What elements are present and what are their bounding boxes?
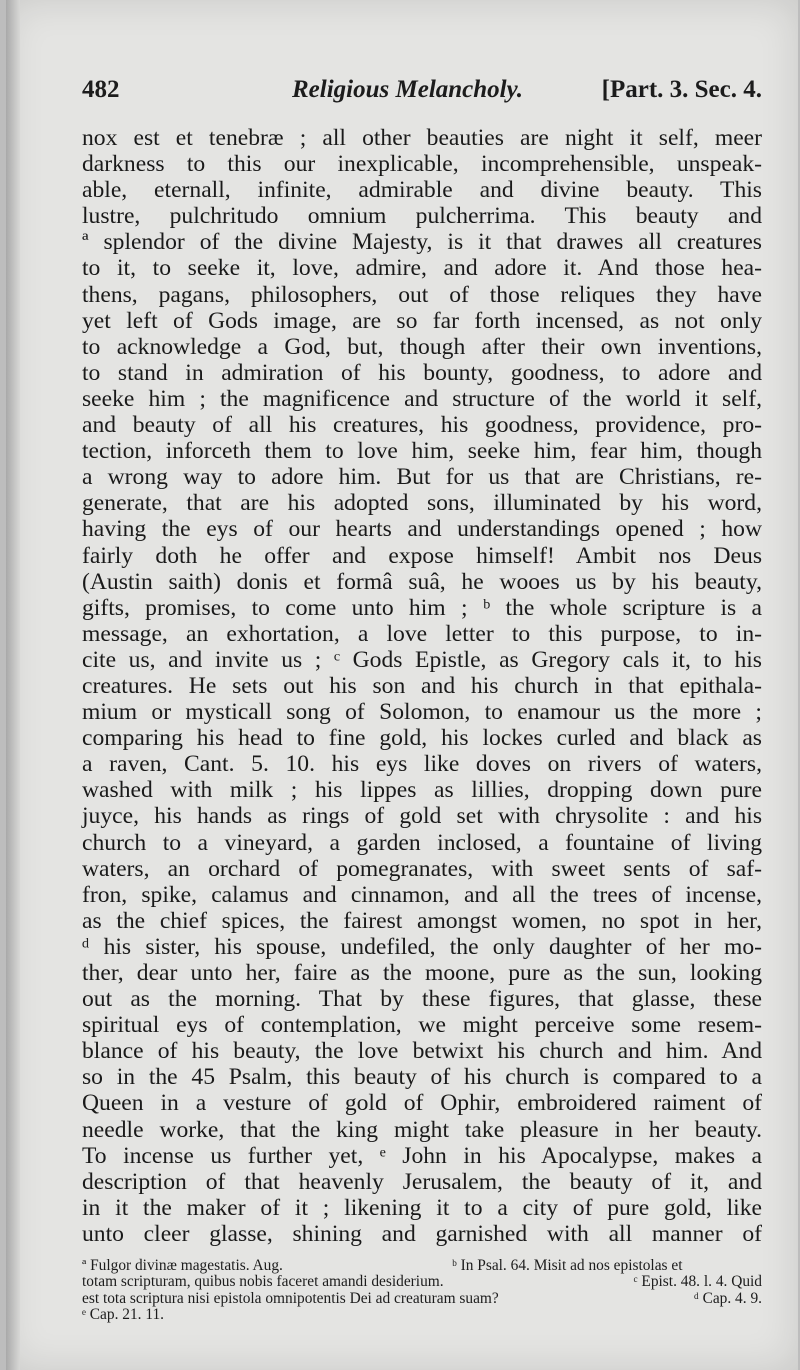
body-text (82, 125, 762, 1247)
footnote-b-cont: totam scripturam, quibus nobis faceret amandi desiderium. (82, 1273, 444, 1291)
footnote-b: ᵇ In Psal. 64. Misit ad nos epistolas et (452, 1257, 683, 1274)
text-line: Queen in a vesture of gold of Ophir, embroidered raiment of (82, 1090, 762, 1117)
running-header (82, 76, 762, 110)
footnote-c: ᶜ Epist. 48. l. 4. Quid (633, 1273, 762, 1291)
page-gutter-shadow (6, 0, 20, 1370)
text-line: able, eternall, infinite, admirable and divine beauty. This (82, 177, 762, 204)
text-line: to it, to seeke it, love, admire, and adore it. And those hea- (82, 255, 762, 282)
text-line: needle worke, that the king might take pleasure in her beauty. (82, 1116, 762, 1143)
page-number: 482 (82, 76, 120, 103)
text-line: nox est et tenebræ ; all other beauties are night it self, meer (82, 125, 762, 151)
text-line: church to a vineyard, a garden inclosed, a fountaine of living (82, 829, 762, 856)
text-line: tection, inforceth them to love him, seeke him, fear him, though (82, 438, 762, 465)
text-line: mium or mysticall song of Solomon, to enamour us the more ; (82, 699, 762, 726)
text-line: message, an exhortation, a love letter to this purpose, to in- (82, 620, 762, 647)
footnote-c-cont: est tota scriptura nisi epistola omnipotentis Dei ad creaturam suam? (82, 1289, 499, 1307)
text-line: unto cleer glasse, shining and garnished with all manner of (82, 1220, 762, 1247)
text-line: lustre, pulchritudo omnium pulcherrima. This beauty and (82, 203, 762, 230)
footnotes (82, 1258, 762, 1324)
book-page (6, 0, 798, 1370)
text-line: gifts, promises, to come unto him ; ᵇ the whole scripture is a (82, 594, 762, 621)
footnote-d: ᵈ Cap. 4. 9. (693, 1289, 762, 1307)
text-line: so in the 45 Psalm, this beauty of his church is compared to a (82, 1064, 762, 1091)
text-line: and beauty of all his creatures, his goodness, providence, pro- (82, 412, 762, 439)
text-line: thens, pagans, philosophers, out of those reliques they have (82, 281, 762, 308)
footnote-a: ª Fulgor divinæ magestatis. Aug. (82, 1257, 283, 1274)
text-line: ᵈ his sister, his spouse, undefiled, the only daughter of her mo- (82, 933, 762, 960)
text-line: ther, dear unto her, faire as the moone, pure as the sun, looking (82, 960, 762, 986)
text-line: washed with milk ; his lippes as lillies, dropping down pure (82, 777, 762, 804)
text-line: cite us, and invite us ; ᶜ Gods Epistle, as Gregory cals it, to his (82, 646, 762, 673)
text-line: ª splendor of the divine Majesty, is it that drawes all creatures (82, 229, 762, 256)
section-label: [Part. 3. Sec. 4. (601, 76, 762, 103)
footnote-row (82, 1258, 762, 1274)
text-line: a raven, Cant. 5. 10. his eys like doves on rivers of waters, (82, 751, 762, 778)
text-line: as the chief spices, the fairest amongst women, no spot in her, (82, 907, 762, 934)
text-line: comparing his head to fine gold, his lockes curled and black as (82, 725, 762, 752)
text-line: (Austin saith) donis et formâ suâ, he wooes us by his beauty, (82, 568, 762, 595)
text-line: waters, an orchard of pomegranates, with sweet sents of saf- (82, 855, 762, 882)
text-line: fron, spike, calamus and cinnamon, and all the trees of incense, (82, 881, 762, 908)
text-line: yet left of Gods image, are so far forth incensed, as not only (82, 307, 762, 334)
text-line: fairly doth he offer and expose himself! Ambit nos Deus (82, 542, 762, 569)
text-line: in it the maker of it ; likening it to a city of pure gold, like (82, 1194, 762, 1221)
footnote-row (82, 1307, 762, 1323)
text-line: having the eys of our hearts and understandings opened ; how (82, 516, 762, 543)
text-line: description of that heavenly Jerusalem, the beauty of it, and (82, 1168, 762, 1195)
text-line: To incense us further yet, ᵉ John in his Apocalypse, makes a (82, 1142, 762, 1169)
footnote-e: ᵉ Cap. 21. 11. (82, 1306, 165, 1324)
text-line: creatures. He sets out his son and his church in that epithala- (82, 672, 762, 699)
text-line: to stand in admiration of his bounty, goodness, to adore and (82, 359, 762, 386)
text-line: blance of his beauty, the love betwixt his church and him. And (82, 1038, 762, 1065)
text-line: darkness to this our inexplicable, incomprehensible, unspeak- (82, 151, 762, 178)
text-line: seeke him ; the magnificence and structure of the world it self, (82, 385, 762, 412)
text-line: a wrong way to adore him. But for us that are Christians, re- (82, 464, 762, 491)
text-line: out as the morning. That by these figures, that glasse, these (82, 986, 762, 1013)
text-line: juyce, his hands as rings of gold set with chrysolite : and his (82, 803, 762, 830)
text-line: spiritual eys of contemplation, we might perceive some resem- (82, 1012, 762, 1039)
footnote-row (82, 1274, 762, 1290)
text-line: to acknowledge a God, but, though after their own inventions, (82, 333, 762, 360)
running-title: Religious Melancholy. (292, 76, 524, 103)
text-line: generate, that are his adopted sons, illuminated by his word, (82, 490, 762, 517)
footnote-row (82, 1291, 762, 1307)
